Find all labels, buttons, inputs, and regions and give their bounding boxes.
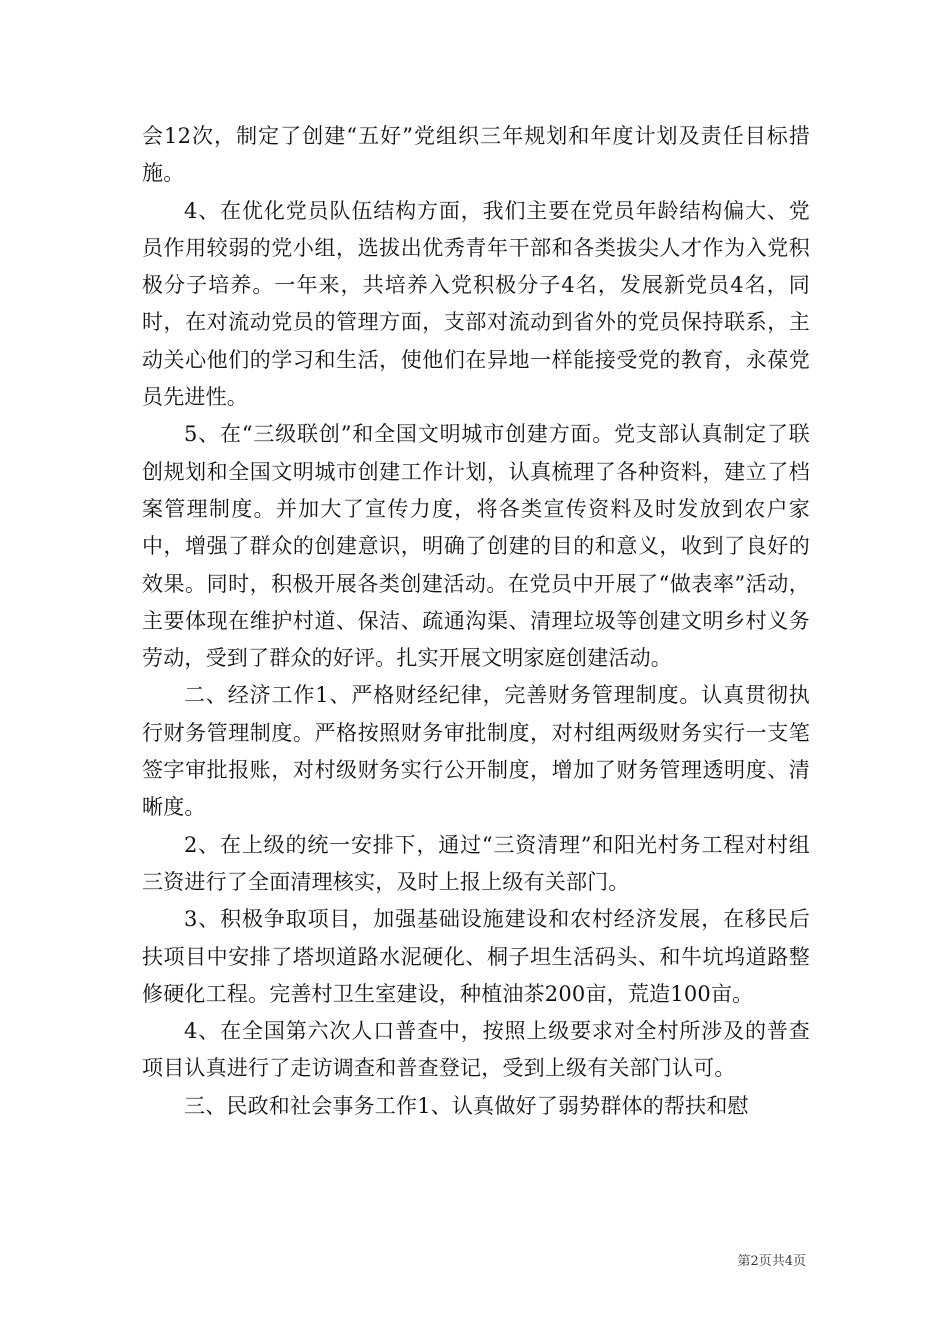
paragraph-infrastructure-projects: 3、积极争取项目，加强基础设施建设和农村经济发展，在移民后扶项目中安排了塔坝道路水泥硬化、桐子坦生活码头、和牛坑坞道路整修硬化工程。完善村卫生室建设，种植油茶200亩，荒造100亩。	[142, 907, 810, 1006]
paragraph-civilization-creation: 5、在“三级联创”和全国文明城市创建方面。党支部认真制定了联创规划和全国文明城市创建工作计划，认真梳理了各种资料，建立了档案管理制度。并加大了宣传力度，将各类宣传资料及时发放到农户家中，增强了群众的创建意识，明确了创建的目的和意义，收到了良好的效果。同时，积极开展各类创建活动。在党员中开展了“做表率”活动，主要体现在维护村道、保洁、疏通沟渠、清理垃圾等创建文明乡村义务劳动，受到了群众的好评。扎实开展文明家庭创建活动。	[142, 422, 810, 671]
document-body	[142, 118, 810, 1125]
paragraph-economic-work: 二、经济工作1、严格财经纪律，完善财务管理制度。认真贯彻执行财务管理制度。严格按照财务审批制度，对村组两级财务实行一支笔签字审批报账，对村级财务实行公开制度，增加了财务管理透明度、清晰度。	[142, 683, 810, 820]
paragraph-census: 4、在全国第六次人口普查中，按照上级要求对全村所涉及的普查项目认真进行了走访调查和普查登记，受到上级有关部门认可。	[142, 1019, 810, 1081]
paragraph-asset-cleanup: 2、在上级的统一安排下，通过“三资清理”和阳光村务工程对村组三资进行了全面清理核实，及时上报上级有关部门。	[142, 832, 810, 894]
paragraph-civil-affairs: 三、民政和社会事务工作1、认真做好了弱势群体的帮扶和慰	[184, 1093, 749, 1118]
page-number-label: 第2页共4页	[737, 1254, 806, 1269]
paragraph-member-structure: 4、在优化党员队伍结构方面，我们主要在党员年龄结构偏大、党员作用较弱的党小组，选拔出优秀青年干部和各类拔尖人才作为入党积极分子培养。一年来，共培养入党积极分子4名，发展新党员4名，同时，在对流动党员的管理方面，支部对流动到省外的党员保持联系，主动关心他们的学习和生活，使他们在异地一样能接受党的教育，永葆党员先进性。	[142, 198, 810, 410]
paragraph-planning-measures: 会12次，制定了创建“五好”党组织三年规划和年度计划及责任目标措施。	[142, 124, 810, 186]
